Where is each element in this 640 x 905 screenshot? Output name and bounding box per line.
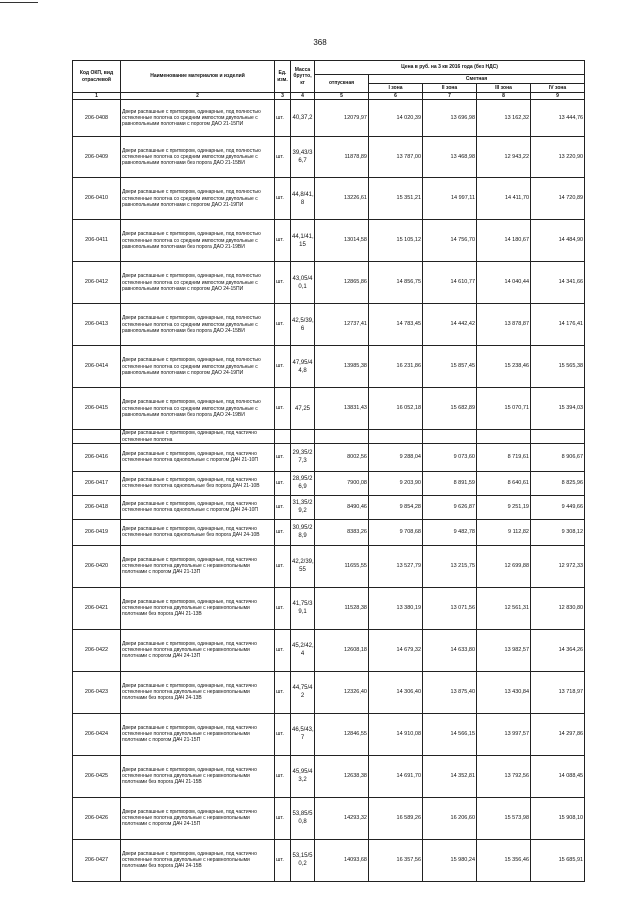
table-row xyxy=(73,430,585,444)
column-number: 6 xyxy=(369,93,423,100)
cell-zone-3-price: 13 162,32 xyxy=(477,100,531,137)
cell-code: 206-0423 xyxy=(73,671,121,713)
cell-zone-4-price: 14 341,66 xyxy=(531,262,585,304)
cell-unit: шт. xyxy=(275,519,291,545)
column-number-row xyxy=(73,93,585,100)
cell-unit: шт. xyxy=(275,100,291,137)
cell-mass: 41,75/3 9,1 xyxy=(291,587,315,629)
cell-zone-1-price: 16 357,56 xyxy=(369,839,423,881)
cell-code: 206-0427 xyxy=(73,839,121,881)
cell-unit: шт. xyxy=(275,495,291,519)
cell-zone-3-price: 15 238,46 xyxy=(477,346,531,388)
cell-code: 206-0414 xyxy=(73,346,121,388)
cell-name: Двери распашные с притвором, одинарные, под частично остекленные полотна однопольные без порога ДАЧ 24-10В xyxy=(121,519,275,545)
cell-release-price: 12638,38 xyxy=(315,755,369,797)
cell-zone-1-price: 14 856,75 xyxy=(369,262,423,304)
cell-zone-3-price: 9 251,19 xyxy=(477,495,531,519)
table-row xyxy=(73,671,585,713)
cell-mass: 28,95/2 6,9 xyxy=(291,471,315,495)
cell-zone-1-price: 14 783,45 xyxy=(369,304,423,346)
cell-zone-2-price: 13 071,56 xyxy=(423,587,477,629)
cell-mass xyxy=(291,430,315,444)
cell-zone-2-price: 13 875,40 xyxy=(423,671,477,713)
cell-unit: шт. xyxy=(275,443,291,471)
cell-code: 206-0408 xyxy=(73,100,121,137)
cell-zone-3-price: 15 070,71 xyxy=(477,388,531,430)
column-number: 5 xyxy=(315,93,369,100)
cell-zone-3-price: 13 878,87 xyxy=(477,304,531,346)
top-rule xyxy=(0,2,38,3)
header-zone-3: III зона xyxy=(477,84,531,93)
table-body xyxy=(73,100,585,882)
cell-unit: шт. xyxy=(275,797,291,839)
column-number: 7 xyxy=(423,93,477,100)
cell-name: Двери распашные с притвором, одинарные, под частично остекленные полотна двупольные с неравнопольными полотнами без порога ДАЧ 24-15В xyxy=(121,839,275,881)
cell-zone-4-price xyxy=(531,430,585,444)
cell-zone-1-price: 9 708,68 xyxy=(369,519,423,545)
cell-zone-4-price: 15 394,03 xyxy=(531,388,585,430)
cell-unit: шт. xyxy=(275,471,291,495)
cell-name: Двери распашные с притвором, одинарные, под полностью остекленные полотна со средним импостом двупольные с равнопольными полотнами без порога ДАО 21-15ВИ xyxy=(121,137,275,178)
cell-zone-3-price: 12 561,31 xyxy=(477,587,531,629)
cell-release-price: 12326,40 xyxy=(315,671,369,713)
table-row xyxy=(73,262,585,304)
table-row xyxy=(73,220,585,262)
cell-zone-3-price: 13 430,84 xyxy=(477,671,531,713)
price-table xyxy=(72,60,585,882)
cell-unit: шт. xyxy=(275,755,291,797)
page-number: 368 xyxy=(313,38,327,47)
table-row xyxy=(73,713,585,755)
table-row xyxy=(73,100,585,137)
cell-release-price: 11655,55 xyxy=(315,545,369,587)
cell-zone-1-price: 9 288,04 xyxy=(369,443,423,471)
header-zone-1: I зона xyxy=(369,84,423,93)
cell-zone-1-price: 13 527,79 xyxy=(369,545,423,587)
table-row xyxy=(73,545,585,587)
table-row xyxy=(73,388,585,430)
cell-unit: шт. xyxy=(275,671,291,713)
cell-mass: 47,25 xyxy=(291,388,315,430)
cell-unit: шт. xyxy=(275,587,291,629)
cell-zone-3-price: 8 640,61 xyxy=(477,471,531,495)
cell-mass: 45,2/42, 4 xyxy=(291,629,315,671)
cell-unit: шт. xyxy=(275,304,291,346)
cell-release-price: 8383,26 xyxy=(315,519,369,545)
cell-unit: шт. xyxy=(275,839,291,881)
cell-name: Двери распашные с притвором, одинарные, под частично остекленные полотна двупольные с неравнопольными полотнами без порога ДАЧ 21-13В xyxy=(121,587,275,629)
cell-zone-2-price: 16 206,60 xyxy=(423,797,477,839)
cell-zone-4-price: 14 720,89 xyxy=(531,178,585,220)
cell-zone-4-price: 14 484,90 xyxy=(531,220,585,262)
table-row xyxy=(73,587,585,629)
cell-unit: шт. xyxy=(275,388,291,430)
cell-release-price: 12079,97 xyxy=(315,100,369,137)
cell-zone-1-price: 16 231,86 xyxy=(369,346,423,388)
cell-release-price: 12865,86 xyxy=(315,262,369,304)
header-zone-2: II зона xyxy=(423,84,477,93)
cell-code: 206-0411 xyxy=(73,220,121,262)
cell-name: Двери распашные с притвором, одинарные, под полностью остекленные полотна со средним импостом двупольные с равнопольными полотнами с порогом ДАО 21-19ПИ xyxy=(121,178,275,220)
cell-unit: шт. xyxy=(275,629,291,671)
cell-zone-4-price: 9 449,66 xyxy=(531,495,585,519)
table-row xyxy=(73,304,585,346)
header-estimated: Сметная xyxy=(369,75,585,84)
header-release: отпускная xyxy=(315,75,369,93)
cell-code xyxy=(73,430,121,444)
cell-mass: 53,15/5 0,2 xyxy=(291,839,315,881)
cell-release-price: 14093,68 xyxy=(315,839,369,881)
cell-release-price: 8002,56 xyxy=(315,443,369,471)
cell-code: 206-0425 xyxy=(73,755,121,797)
cell-zone-2-price: 15 980,24 xyxy=(423,839,477,881)
cell-name: Двери распашные с притвором, одинарные, под частично остекленные полотна однопольные без порога ДАЧ 21-10В xyxy=(121,471,275,495)
cell-zone-2-price: 15 857,45 xyxy=(423,346,477,388)
cell-release-price: 13831,43 xyxy=(315,388,369,430)
cell-zone-3-price: 12 943,22 xyxy=(477,137,531,178)
table-row xyxy=(73,839,585,881)
cell-release-price: 11528,38 xyxy=(315,587,369,629)
cell-zone-3-price: 14 180,67 xyxy=(477,220,531,262)
cell-code: 206-0422 xyxy=(73,629,121,671)
cell-code: 206-0424 xyxy=(73,713,121,755)
cell-zone-2-price: 13 468,98 xyxy=(423,137,477,178)
cell-name: Двери распашные с притвором, одинарные, под полностью остекленные полотна со средним импостом двупольные с равнопольными полотнами без порога ДАО 24-15ВИ xyxy=(121,304,275,346)
cell-release-price: 12608,18 xyxy=(315,629,369,671)
table-row xyxy=(73,629,585,671)
table-row xyxy=(73,755,585,797)
cell-zone-4-price: 14 088,45 xyxy=(531,755,585,797)
header-code: Код ОКП, вид отраслевой xyxy=(73,61,121,93)
cell-unit: шт. xyxy=(275,262,291,304)
column-number: 4 xyxy=(291,93,315,100)
cell-name: Двери распашные с притвором, одинарные, под полностью остекленные полотна со средним импостом двупольные с равнопольными полотнами без порога ДАО 21-19ВИ xyxy=(121,220,275,262)
cell-zone-2-price: 13 696,98 xyxy=(423,100,477,137)
cell-name: Двери распашные с притвором, одинарные, под частично остекленные полотна xyxy=(121,430,275,444)
cell-name: Двери распашные с притвором, одинарные, под частично остекленные полотна двупольные с неравнопольными полотнами с порогом ДАЧ 24-15П xyxy=(121,797,275,839)
cell-zone-4-price: 12 830,80 xyxy=(531,587,585,629)
table-row xyxy=(73,178,585,220)
cell-code: 206-0417 xyxy=(73,471,121,495)
cell-zone-3-price: 15 356,46 xyxy=(477,839,531,881)
cell-zone-3-price: 14 040,44 xyxy=(477,262,531,304)
column-number: 2 xyxy=(121,93,275,100)
cell-mass: 45,95/4 3,2 xyxy=(291,755,315,797)
cell-mass: 44,8/41, 8 xyxy=(291,178,315,220)
cell-zone-4-price: 12 972,33 xyxy=(531,545,585,587)
table-row xyxy=(73,137,585,178)
cell-zone-1-price: 14 691,70 xyxy=(369,755,423,797)
cell-zone-2-price: 14 442,42 xyxy=(423,304,477,346)
cell-name: Двери распашные с притвором, одинарные, под частично остекленные полотна двупольные с неравнопольными полотнами с порогом ДАЧ 21-13П xyxy=(121,545,275,587)
cell-mass: 39,43/3 6,7 xyxy=(291,137,315,178)
cell-zone-4-price: 15 685,91 xyxy=(531,839,585,881)
column-number: 1 xyxy=(73,93,121,100)
cell-zone-3-price: 9 112,82 xyxy=(477,519,531,545)
cell-code: 206-0410 xyxy=(73,178,121,220)
header-name: Наименование материалов и изделий xyxy=(121,61,275,93)
cell-zone-2-price: 14 352,81 xyxy=(423,755,477,797)
cell-zone-3-price: 14 411,70 xyxy=(477,178,531,220)
cell-zone-4-price: 8 906,67 xyxy=(531,443,585,471)
cell-release-price: 12737,41 xyxy=(315,304,369,346)
cell-unit: шт. xyxy=(275,346,291,388)
cell-unit xyxy=(275,430,291,444)
cell-code: 206-0416 xyxy=(73,443,121,471)
cell-release-price: 7900,08 xyxy=(315,471,369,495)
table-row xyxy=(73,346,585,388)
cell-zone-2-price: 15 682,89 xyxy=(423,388,477,430)
header-price-group: Цена в руб. на 3 кв 2016 года (без НДС) xyxy=(315,61,585,75)
cell-zone-1-price: 13 380,19 xyxy=(369,587,423,629)
cell-zone-4-price: 14 297,86 xyxy=(531,713,585,755)
cell-name: Двери распашные с притвором, одинарные, под частично остекленные полотна двупольные с неравнопольными полотнами без порога ДАЧ 24-13В xyxy=(121,671,275,713)
cell-mass: 47,95/4 4,8 xyxy=(291,346,315,388)
cell-name: Двери распашные с притвором, одинарные, под полностью остекленные полотна со средним импостом двупольные с равнопольными полотнами с порогом ДАО 24-19ПИ xyxy=(121,346,275,388)
cell-unit: шт. xyxy=(275,220,291,262)
cell-release-price: 12846,55 xyxy=(315,713,369,755)
cell-zone-2-price: 13 215,75 xyxy=(423,545,477,587)
cell-name: Двери распашные с притвором, одинарные, под частично остекленные полотна двупольные с неравнопольными полотнами без порога ДАЧ 21-15В xyxy=(121,755,275,797)
cell-release-price: 8490,46 xyxy=(315,495,369,519)
cell-zone-4-price: 13 444,76 xyxy=(531,100,585,137)
cell-name: Двери распашные с притвором, одинарные, под частично остекленные полотна однопольные с порогом ДАЧ 21-10П xyxy=(121,443,275,471)
cell-zone-4-price: 13 718,97 xyxy=(531,671,585,713)
cell-release-price: 14293,32 xyxy=(315,797,369,839)
cell-zone-2-price: 9 482,78 xyxy=(423,519,477,545)
cell-zone-4-price: 14 364,26 xyxy=(531,629,585,671)
cell-mass: 44,75/4 2 xyxy=(291,671,315,713)
cell-zone-3-price: 13 982,57 xyxy=(477,629,531,671)
cell-zone-1-price: 15 351,21 xyxy=(369,178,423,220)
cell-zone-1-price: 14 679,32 xyxy=(369,629,423,671)
cell-mass: 31,35/2 9,2 xyxy=(291,495,315,519)
cell-release-price: 11878,89 xyxy=(315,137,369,178)
cell-zone-4-price: 15 908,10 xyxy=(531,797,585,839)
cell-zone-2-price: 9 626,87 xyxy=(423,495,477,519)
cell-zone-1-price: 13 787,00 xyxy=(369,137,423,178)
cell-zone-3-price xyxy=(477,430,531,444)
cell-zone-4-price: 15 565,38 xyxy=(531,346,585,388)
cell-code: 206-0413 xyxy=(73,304,121,346)
table-row xyxy=(73,519,585,545)
table-row xyxy=(73,443,585,471)
cell-zone-1-price: 16 052,18 xyxy=(369,388,423,430)
cell-zone-4-price: 14 176,41 xyxy=(531,304,585,346)
table-row xyxy=(73,471,585,495)
cell-zone-1-price: 9 203,90 xyxy=(369,471,423,495)
cell-mass: 43,05/4 0,1 xyxy=(291,262,315,304)
cell-zone-3-price: 15 573,98 xyxy=(477,797,531,839)
table-row xyxy=(73,797,585,839)
cell-mass: 29,35/2 7,3 xyxy=(291,443,315,471)
cell-code: 206-0412 xyxy=(73,262,121,304)
cell-zone-2-price xyxy=(423,430,477,444)
cell-name: Двери распашные с притвором, одинарные, под полностью остекленные полотна со средним импостом двупольные с равнопольными полотнами без порога ДАО 24-19ВИ xyxy=(121,388,275,430)
cell-release-price xyxy=(315,430,369,444)
cell-mass: 40,37,2 xyxy=(291,100,315,137)
cell-name: Двери распашные с притвором, одинарные, под частично остекленные полотна двупольные с неравнопольными полотнами с порогом ДАЧ 21-15П xyxy=(121,713,275,755)
cell-code: 206-0419 xyxy=(73,519,121,545)
cell-zone-1-price: 9 854,28 xyxy=(369,495,423,519)
cell-unit: шт. xyxy=(275,137,291,178)
cell-zone-1-price: 16 589,26 xyxy=(369,797,423,839)
column-number: 9 xyxy=(531,93,585,100)
cell-code: 206-0426 xyxy=(73,797,121,839)
cell-zone-1-price: 14 910,08 xyxy=(369,713,423,755)
cell-code: 206-0421 xyxy=(73,587,121,629)
cell-code: 206-0415 xyxy=(73,388,121,430)
cell-unit: шт. xyxy=(275,178,291,220)
cell-mass: 30,95/2 8,9 xyxy=(291,519,315,545)
cell-zone-2-price: 14 997,11 xyxy=(423,178,477,220)
cell-zone-2-price: 8 891,59 xyxy=(423,471,477,495)
cell-zone-4-price: 13 220,90 xyxy=(531,137,585,178)
cell-unit: шт. xyxy=(275,545,291,587)
cell-zone-3-price: 13 792,56 xyxy=(477,755,531,797)
column-number: 8 xyxy=(477,93,531,100)
table-row xyxy=(73,495,585,519)
cell-zone-2-price: 9 073,60 xyxy=(423,443,477,471)
cell-code: 206-0420 xyxy=(73,545,121,587)
cell-zone-3-price: 8 719,61 xyxy=(477,443,531,471)
cell-zone-1-price: 14 306,40 xyxy=(369,671,423,713)
column-number: 3 xyxy=(275,93,291,100)
cell-zone-2-price: 14 633,80 xyxy=(423,629,477,671)
cell-zone-4-price: 8 825,96 xyxy=(531,471,585,495)
header-zone-4: IV зона xyxy=(531,84,585,93)
header-unit: Ед. изм. xyxy=(275,61,291,93)
cell-zone-1-price xyxy=(369,430,423,444)
cell-release-price: 13014,58 xyxy=(315,220,369,262)
cell-code: 206-0409 xyxy=(73,137,121,178)
cell-mass: 53,85/5 0,8 xyxy=(291,797,315,839)
cell-zone-1-price: 14 020,39 xyxy=(369,100,423,137)
cell-mass: 42,2/39, 55 xyxy=(291,545,315,587)
cell-zone-2-price: 14 756,70 xyxy=(423,220,477,262)
cell-zone-3-price: 13 997,57 xyxy=(477,713,531,755)
cell-code: 206-0418 xyxy=(73,495,121,519)
cell-zone-3-price: 12 699,88 xyxy=(477,545,531,587)
cell-name: Двери распашные с притвором, одинарные, под полностью остекленные полотна со средним импостом двупольные с равнопольными полотнами с порогом ДАО 21-15ПИ xyxy=(121,100,275,137)
cell-release-price: 13226,61 xyxy=(315,178,369,220)
cell-name: Двери распашные с притвором, одинарные, под частично остекленные полотна двупольные с неравнопольными полотнами с порогом ДАЧ 24-13П xyxy=(121,629,275,671)
cell-mass: 42,5/39, 6 xyxy=(291,304,315,346)
cell-name: Двери распашные с притвором, одинарные, под частично остекленные полотна однопольные с порогом ДАЧ 24-10П xyxy=(121,495,275,519)
cell-unit: шт. xyxy=(275,713,291,755)
cell-mass: 46,5/43, 7 xyxy=(291,713,315,755)
cell-release-price: 13985,38 xyxy=(315,346,369,388)
cell-zone-2-price: 14 610,77 xyxy=(423,262,477,304)
cell-zone-1-price: 15 105,12 xyxy=(369,220,423,262)
cell-zone-2-price: 14 566,15 xyxy=(423,713,477,755)
header-mass: Масса брутто, кг xyxy=(291,61,315,93)
cell-zone-4-price: 9 308,12 xyxy=(531,519,585,545)
cell-mass: 44,1/41, 15 xyxy=(291,220,315,262)
cell-name: Двери распашные с притвором, одинарные, под полностью остекленные полотна со средним импостом двупольные с равнопольными полотнами с порогом ДАО 24-15ПИ xyxy=(121,262,275,304)
